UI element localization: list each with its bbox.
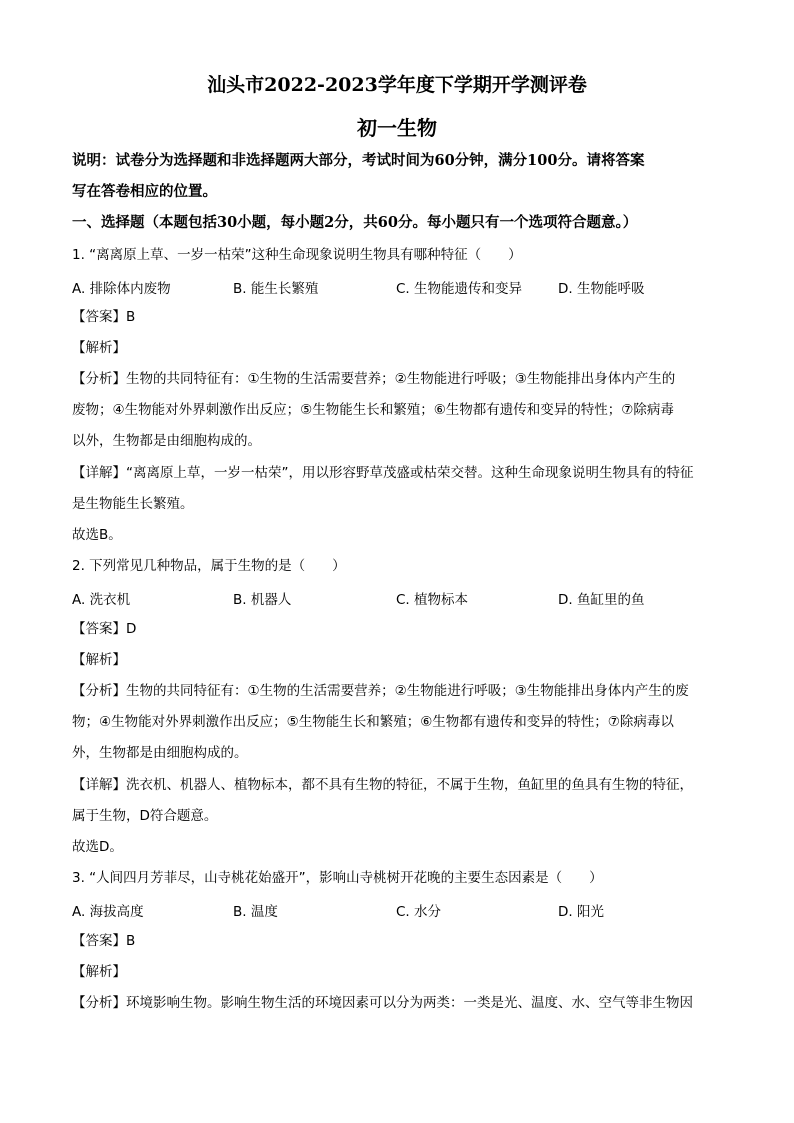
xiangjie-label: 【详解】: [72, 465, 126, 481]
q1-option-d: D. 生物能呼吸: [558, 281, 645, 297]
q2-fenxi-line-1: [72, 682, 722, 700]
q1-answer: [72, 308, 722, 326]
q3-answer-value: B: [126, 933, 136, 949]
q3-option-c: C. 水分: [396, 904, 442, 920]
q2-stem: 2. 下列常见几种物品，属于生物的是（ ）: [72, 558, 346, 574]
q1-analysis-label: 【解析】: [72, 340, 126, 356]
q2-answer: [72, 620, 722, 638]
fenxi-label: 【分析】: [72, 995, 126, 1011]
q3-option-a: A. 海拔高度: [72, 904, 144, 920]
q3-option-d: D. 阳光: [558, 904, 604, 920]
subject-title: 初一生物: [357, 116, 437, 140]
q1-fenxi-line-2: 废物；④生物能对外界刺激作出反应；⑤生物能生长和繁殖；⑥生物都有遗传和变异的特性；⑦除病毒: [72, 402, 674, 418]
q2-answer-value: D: [126, 621, 137, 637]
q1-conclusion: 故选B。: [72, 527, 122, 543]
section-heading: 一、选择题（本题包括30小题，每小题2分，共60分。每小题只有一个选项符合题意。）: [72, 214, 638, 231]
q2-fenxi-line-2: 物；④生物能对外界刺激作出反应；⑤生物能生长和繁殖；⑥生物都有遗传和变异的特性；⑦除病毒以: [72, 714, 674, 730]
q1-option-c: C. 生物能遗传和变异: [396, 281, 523, 297]
q2-option-d: D. 鱼缸里的鱼: [558, 592, 645, 608]
q2-xiangjie-line-1: [72, 776, 722, 794]
q1-xiangjie-text-1: “离离原上草，一岁一枯荣”，用以形容野草茂盛或枯荣交替。这种生命现象说明生物具有的特征: [126, 465, 694, 481]
q2-fenxi-line-3: 外，生物都是由细胞构成的。: [72, 745, 248, 761]
q3-stem: 3. “人间四月芳菲尽，山寺桃花始盛开”，影响山寺桃树开花晚的主要生态因素是（ ）: [72, 870, 603, 886]
q1-fenxi-line-1: [72, 370, 722, 388]
answer-label: 【答案】: [72, 309, 126, 325]
instructions-line-1: 说明：试卷分为选择题和非选择题两大部分，考试时间为60分钟，满分100分。请将答案: [72, 152, 645, 169]
q2-analysis-label: 【解析】: [72, 652, 126, 668]
q1-fenxi-line-3: 以外，生物都是由细胞构成的。: [72, 433, 261, 449]
q2-xiangjie-line-2: 属于生物，D符合题意。: [72, 808, 218, 824]
q1-fenxi-text-1: 生物的共同特征有：①生物的生活需要营养；②生物能进行呼吸；③生物能排出身体内产生的: [126, 371, 676, 387]
fenxi-label: 【分析】: [72, 683, 126, 699]
answer-label: 【答案】: [72, 933, 126, 949]
xiangjie-label: 【详解】: [72, 777, 126, 793]
q2-option-b: B. 机器人: [233, 592, 292, 608]
q3-answer: [72, 932, 722, 950]
q3-fenxi-text-1: 环境影响生物。影响生物生活的环境因素可以分为两类：一类是光、温度、水、空气等非生物因: [126, 995, 693, 1011]
answer-label: 【答案】: [72, 621, 126, 637]
q2-fenxi-text-1: 生物的共同特征有：①生物的生活需要营养；②生物能进行呼吸；③生物能排出身体内产生的废: [126, 683, 689, 699]
q1-xiangjie-line-1: [72, 464, 722, 482]
q1-option-a: A. 排除体内废物: [72, 281, 171, 297]
q2-conclusion: 故选D。: [72, 839, 123, 855]
q1-option-b: B. 能生长繁殖: [233, 281, 319, 297]
q2-xiangjie-text-1: 洗衣机、机器人、植物标本，都不具有生物的特征，不属于生物，鱼缸里的鱼具有生物的特征，: [126, 777, 693, 793]
q3-analysis-label: 【解析】: [72, 964, 126, 980]
q3-options: [72, 900, 722, 918]
fenxi-label: 【分析】: [72, 371, 126, 387]
instructions-line-2: 写在答卷相应的位置。: [72, 183, 217, 200]
page-title: 汕头市2022-2023学年度下学期开学测评卷: [207, 74, 587, 96]
q2-option-c: C. 植物标本: [396, 592, 469, 608]
q1-stem: 1. “离离原上草、一岁一枯荣”这种生命现象说明生物具有哪种特征（ ）: [72, 247, 522, 263]
q1-xiangjie-line-2: 是生物能生长繁殖。: [72, 496, 194, 512]
q3-fenxi-line-1: [72, 994, 722, 1012]
q1-options: [72, 277, 722, 295]
q3-option-b: B. 温度: [233, 904, 278, 920]
q2-options: [72, 588, 722, 606]
q2-option-a: A. 洗衣机: [72, 592, 131, 608]
q1-answer-value: B: [126, 309, 136, 325]
